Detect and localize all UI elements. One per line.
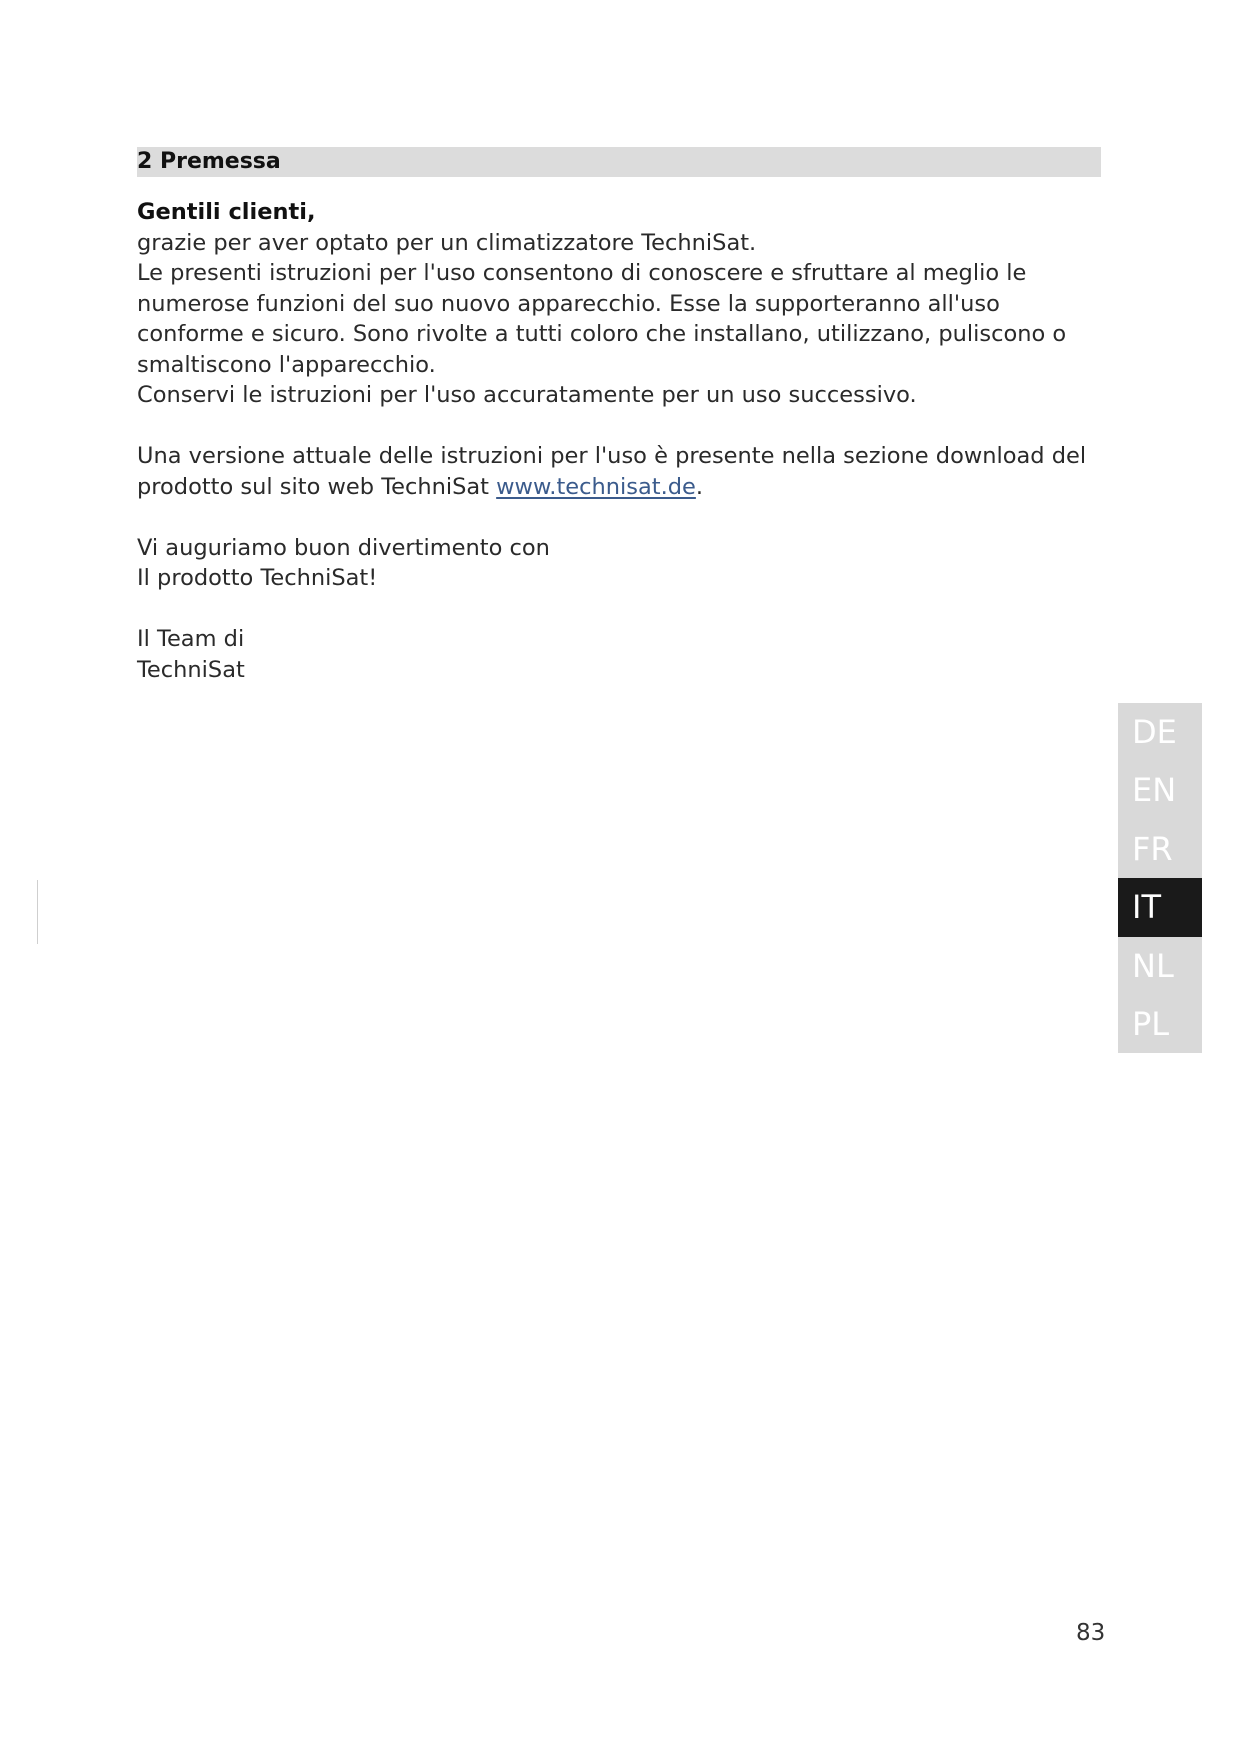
website-link[interactable]: www.technisat.de (496, 473, 696, 500)
para3-line-2: Il prodotto TechniSat! (137, 565, 378, 591)
spacer (137, 502, 1101, 533)
lang-tab-en[interactable]: EN (1118, 761, 1202, 819)
lang-tab-de[interactable]: DE (1118, 703, 1202, 761)
para1-line-5: smaltiscono l'apparecchio. (137, 351, 436, 378)
margin-mark (37, 880, 38, 944)
para1-line-1: grazie per aver optato per un climatizzatore TechniSat. (137, 229, 757, 256)
lang-tab-fr[interactable]: FR (1118, 820, 1202, 878)
para1-line-3: numerose funzioni del suo nuovo apparecchio. Esse la supporteranno all'uso (137, 290, 1000, 317)
greeting: Gentili clienti, (137, 199, 316, 225)
section-heading: 2 Premessa (137, 147, 1101, 177)
lang-tab-it[interactable]: IT (1118, 878, 1202, 936)
para2-suffix: . (695, 473, 704, 500)
para3-line-1: Vi auguriamo buon divertimento con (137, 534, 550, 561)
lang-tab-pl[interactable]: PL (1118, 995, 1202, 1053)
para1-line-2: Le presenti istruzioni per l'uso consentono di conoscere e sfruttare al meglio le (137, 260, 1027, 286)
signature-line-1: Il Team di (137, 626, 245, 652)
page-number: 83 (1076, 1620, 1106, 1646)
para2-line-2 (137, 472, 1101, 503)
spacer (137, 411, 1101, 442)
body-text (137, 197, 1101, 685)
signature-line-2: TechniSat (137, 656, 245, 683)
para1-line-4: conforme e sicuro. Sono rivolte a tutti coloro che installano, utilizzano, puliscono o (137, 321, 1067, 347)
spacer (137, 594, 1101, 625)
language-tabs (1118, 703, 1202, 1053)
lang-tab-nl[interactable]: NL (1118, 937, 1202, 995)
para2-line-1: Una versione attuale delle istruzioni per l'uso è presente nella sezione download del (137, 443, 1087, 469)
para2-prefix: prodotto sul sito web TechniSat (137, 473, 497, 500)
para1-line-6: Conservi le istruzioni per l'uso accuratamente per un uso successivo. (137, 382, 917, 408)
